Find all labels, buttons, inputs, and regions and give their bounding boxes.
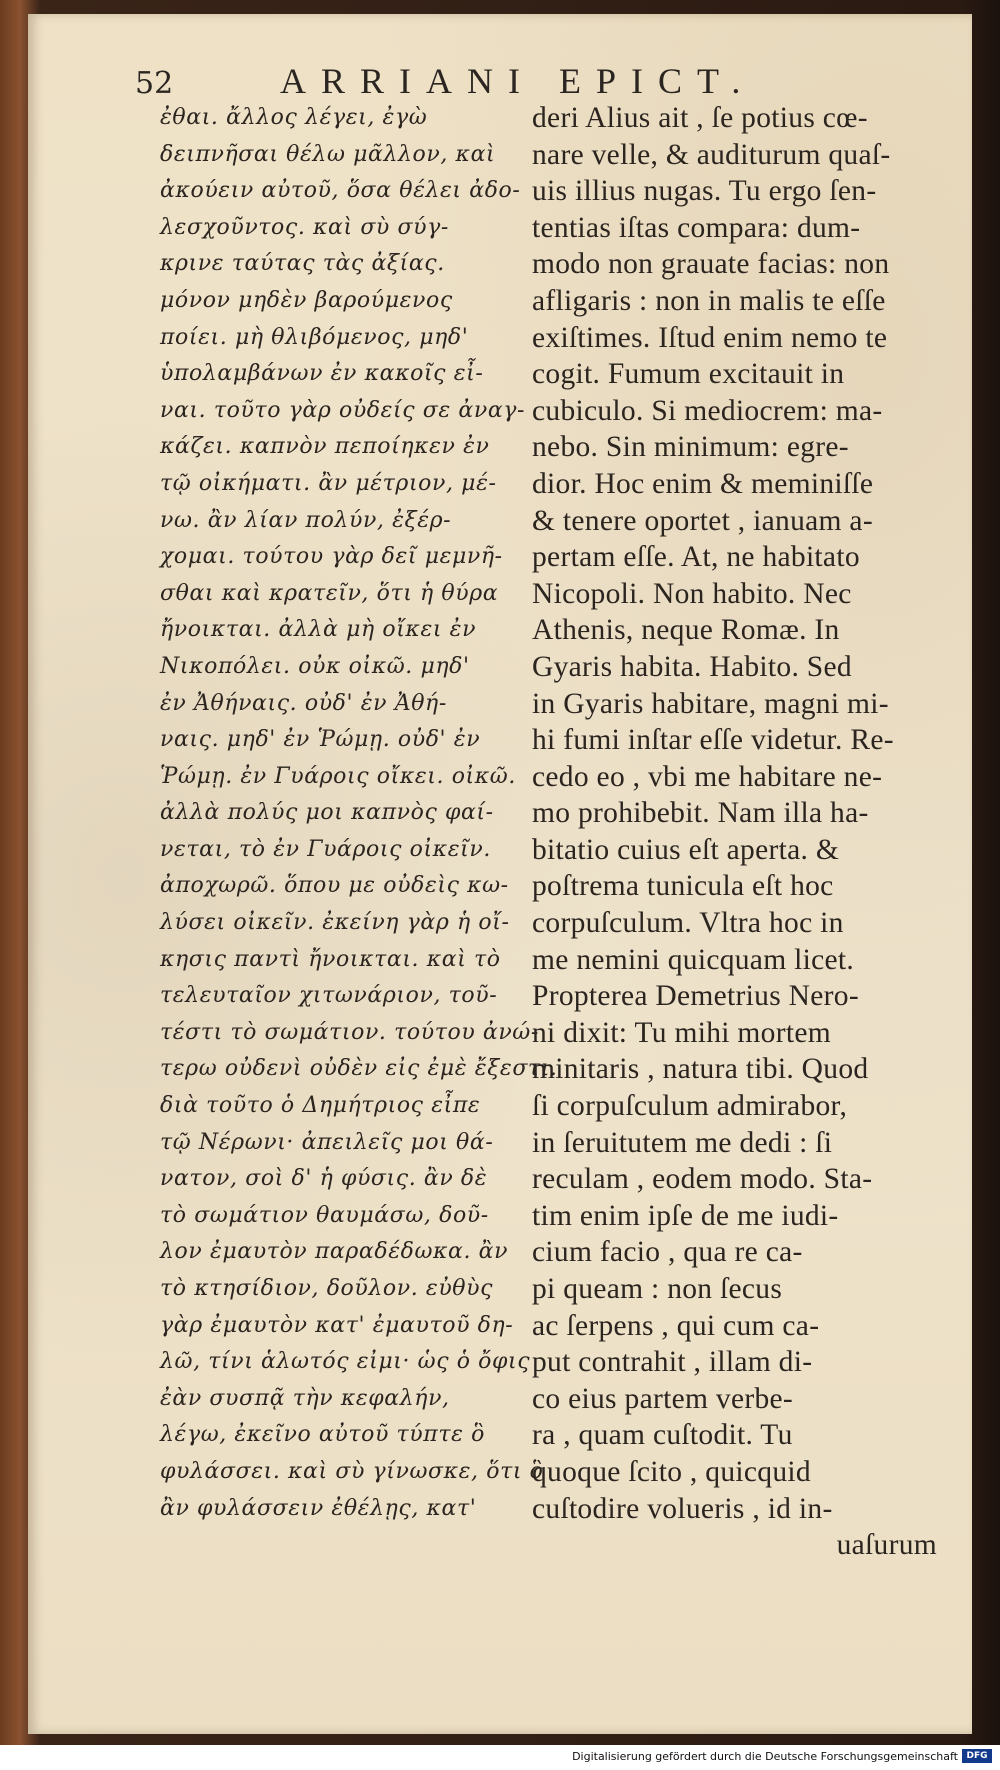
latin-text-line: hi fumi inſtar eſſe videtur. Re-	[532, 724, 894, 757]
running-title: ARRIANI EPICT.	[280, 61, 756, 101]
greek-text-line: διὰ τοῦτο ὁ Δημήτριος εἶπε	[160, 1093, 481, 1119]
greek-text-line: τέστι τὸ σωμάτιον. τούτου ἀνώ-	[160, 1019, 539, 1045]
greek-text-line: δειπνῆσαι θέλω μᾶλλον, καὶ	[160, 141, 496, 167]
greek-text-line: κρινε ταύτας τὰς ἀξίας.	[160, 251, 445, 277]
latin-text-line: modo non grauate facias: non	[532, 248, 890, 281]
greek-text-column	[160, 100, 558, 1527]
latin-text-line: uaſurum	[836, 1529, 937, 1562]
greek-text-line: λον ἐμαυτὸν παραδέδωκα. ἂν	[160, 1239, 509, 1265]
latin-text-line: bitatio cuius eſt aperta. &	[532, 833, 840, 866]
latin-text-line: pertam eſſe. At, ne habitato	[532, 541, 860, 574]
latin-text-line: tentias iſtas compara: dum-	[532, 211, 861, 244]
latin-text-line: ni dixit: Tu mihi mortem	[532, 1016, 831, 1049]
latin-text-line: pi queam : non ſecus	[532, 1273, 783, 1305]
latin-text-line: Gyaris habita. Habito. Sed	[532, 650, 852, 683]
greek-text-line: ποίει. μὴ θλιβόμενος, μηδ'	[160, 324, 469, 350]
latin-text-line: put contrahit , illam di-	[532, 1346, 813, 1379]
latin-text-line: cedo eo , vbi me habitare ne-	[532, 760, 883, 793]
greek-text-line: ἀλλὰ πολύς μοι καπνὸς φαί-	[160, 800, 494, 826]
greek-text-line: λέγω, ἐκεῖνο αὐτοῦ τύπτε ὃ	[160, 1422, 485, 1448]
latin-text-line: nebo. Sin minimum: egre-	[532, 431, 849, 464]
greek-text-line: ὑπολαμβάνων ἐν κακοῖς εἶ-	[160, 361, 484, 387]
greek-text-line: κησις παντὶ ἤνοικται. καὶ τὸ	[160, 946, 501, 972]
greek-text-line: γὰρ ἐμαυτὸν κατ' ἐμαυτοῦ δη-	[160, 1312, 514, 1338]
latin-text-line: ac ſerpens , qui cum ca-	[532, 1309, 820, 1342]
latin-text-line: afligaris : non in malis te eſſe	[532, 284, 886, 317]
dfg-logo: DFG	[962, 1749, 992, 1763]
latin-text-line: tim enim ipſe de me iudi-	[532, 1199, 839, 1232]
greek-text-line: ἐν Ἀθήναις. οὐδ' ἐν Ἀθή-	[160, 690, 447, 716]
latin-text-line: in ſeruitutem me dedi : ſi	[532, 1126, 833, 1159]
greek-text-line: νω. ἂν λίαν πολύν, ἐξέρ-	[160, 507, 452, 533]
greek-text-line: ἀκούειν αὐτοῦ, ὅσα θέλει ἀδο-	[160, 178, 521, 204]
greek-text-line: λύσει οἰκεῖν. ἐκείνη γὰρ ἡ οἴ-	[160, 910, 510, 936]
latin-text-line: ſi corpuſculum admirabor,	[532, 1090, 848, 1123]
latin-text-line: Propterea Demetrius Nero-	[532, 980, 859, 1013]
greek-text-line: τῷ Νέρωνι· ἀπειλεῖς μοι θά-	[160, 1129, 494, 1155]
latin-text-line: corpuſculum. Vltra hoc in	[532, 907, 844, 940]
greek-text-line: σθαι καὶ κρατεῖν, ὅτι ἡ θύρα	[160, 580, 499, 606]
greek-text-line: φυλάσσει. καὶ σὺ γίνωσκε, ὅτι ὃ	[160, 1458, 544, 1484]
greek-text-line: νατον, σοὶ δ' ἡ φύσις. ἂν δὲ	[160, 1166, 488, 1192]
latin-text-line: exiſtimes. Iſtud enim nemo te	[532, 321, 888, 354]
latin-text-line: cubiculo. Si mediocrem: ma-	[532, 394, 883, 427]
greek-text-line: τερω οὐδενὶ οὐδὲν εἰς ἐμὲ ἔξεστι.	[160, 1056, 558, 1082]
latin-text-line: mo prohibebit. Nam illa ha-	[532, 797, 869, 830]
greek-text-line: ναις. μηδ' ἐν Ῥώμῃ. οὐδ' ἐν	[160, 727, 481, 753]
latin-text-line: & tenere oportet , ianuam a-	[532, 504, 873, 537]
greek-text-line: λῶ, τίνι ἁλωτός εἰμι· ὡς ὁ ὄφις	[160, 1349, 531, 1375]
greek-text-line: Νικοπόλει. οὐκ οἰκῶ. μηδ'	[160, 653, 470, 679]
greek-text-line: Ῥώμῃ. ἐν Γυάροις οἴκει. οἰκῶ.	[160, 763, 516, 789]
latin-text-line: uis illius nugas. Tu ergo ſen-	[532, 175, 877, 208]
latin-text-line: cuſtodire volueris , id in-	[532, 1492, 833, 1525]
greek-text-line: ἐθαι. ἄλλος λέγει, ἐγὼ	[160, 105, 428, 130]
greek-text-line: λεσχοῦντος. καὶ σὺ σύγ-	[160, 214, 449, 240]
digitization-footer	[0, 1745, 1000, 1770]
page-number: 52	[135, 66, 174, 101]
latin-text-line: quoque ſcito , quicquid	[532, 1455, 811, 1488]
greek-text-line: τὸ κτησίδιον, δοῦλον. εὐθὺς	[160, 1276, 494, 1301]
latin-text-line: Athenis, neque Romæ. In	[532, 614, 840, 647]
greek-text-line: νεται, τὸ ἐν Γυάροις οἰκεῖν.	[160, 836, 491, 862]
latin-text-line: cogit. Fumum excitauit in	[532, 358, 845, 391]
greek-text-line: τὸ σωμάτιον θαυμάσω, δοῦ-	[160, 1202, 489, 1228]
greek-text-line: τελευταῖον χιτωνάριον, τοῦ-	[160, 983, 498, 1009]
greek-text-line: ἂν φυλάσσειν ἐθέλῃς, κατ'	[160, 1495, 477, 1521]
greek-text-line: ἀποχωρῶ. ὅπου με οὐδεὶς κω-	[160, 873, 509, 899]
latin-text-line: Nicopoli. Non habito. Nec	[532, 577, 852, 610]
latin-text-line: nare velle, & auditurum quaſ-	[532, 138, 891, 171]
latin-text-line: reculam , eodem modo. Sta-	[532, 1163, 873, 1196]
latin-text-line: minitaris , natura tibi. Quod	[532, 1053, 869, 1086]
latin-text-column	[532, 100, 937, 1564]
latin-text-line: dior. Hoc enim & meminiſſe	[532, 467, 874, 500]
greek-text-line: τῷ οἰκήματι. ἂν μέτριον, μέ-	[160, 470, 497, 496]
latin-text-line: co eius partem verbe-	[532, 1382, 794, 1415]
latin-text-line: ra , quam cuſtodit. Tu	[532, 1419, 793, 1452]
greek-text-line: χομαι. τούτου γὰρ δεῖ μεμνῆ-	[160, 544, 503, 570]
latin-text-line: cium facio , qua re ca-	[532, 1236, 803, 1269]
latin-text-line: poſtrema tunicula eſt hoc	[532, 870, 834, 903]
footer-credit: Digitalisierung gefördert durch die Deutsche Forschungsgemeinschaft	[572, 1750, 958, 1763]
greek-text-line: ἤνοικται. ἀλλὰ μὴ οἴκει ἐν	[160, 617, 477, 643]
latin-text-line: me nemini quicquam licet.	[532, 943, 855, 976]
greek-text-line: ναι. τοῦτο γὰρ οὐδείς σε ἀναγ-	[160, 397, 526, 423]
latin-text-line: deri Alius ait , ſe potius cœ-	[532, 102, 868, 134]
greek-text-line: μόνον μηδὲν βαρούμενος	[160, 287, 453, 313]
latin-text-line: in Gyaris habitare, magni mi-	[532, 687, 889, 720]
greek-text-line: κάζει. καπνὸν πεποίηκεν ἐν	[160, 434, 490, 460]
greek-text-line: ἐὰν συσπᾷ τὴν κεφαλήν,	[160, 1385, 450, 1411]
